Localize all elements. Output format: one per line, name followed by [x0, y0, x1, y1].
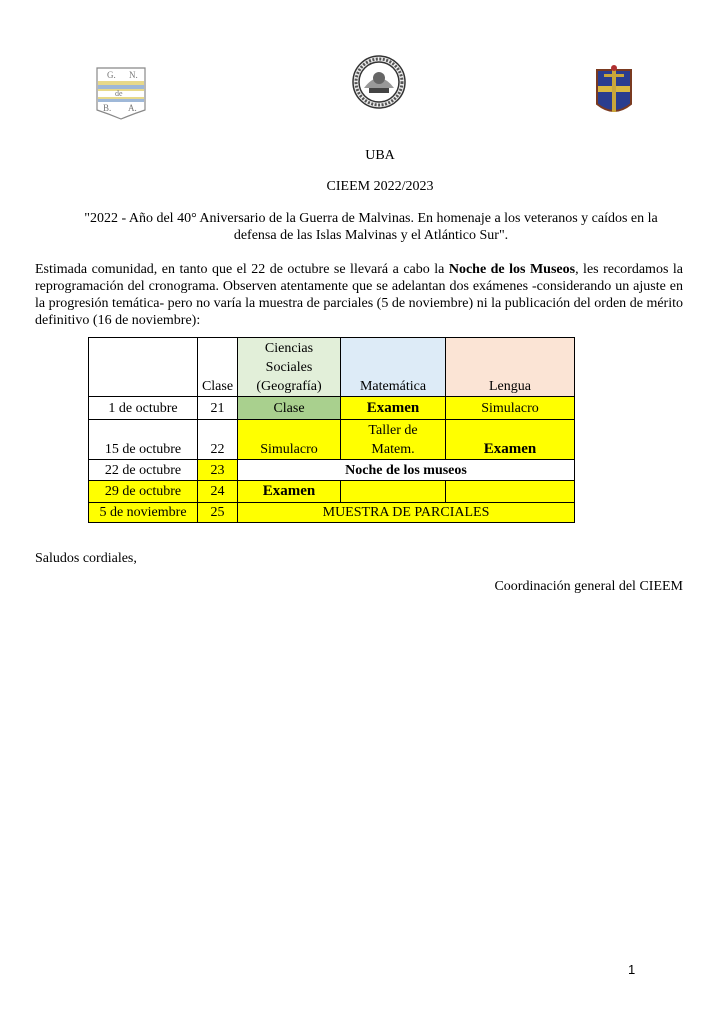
intro-highlight: Noche de los Museos [448, 262, 576, 277]
header-cell-date [89, 338, 198, 397]
header-cell-lengua: Lengua [446, 338, 575, 397]
logo-letter: A. [128, 103, 137, 113]
header-text: Sociales [265, 360, 313, 375]
lengua-cell: Examen [446, 420, 575, 460]
clase-cell: 22 [198, 420, 238, 460]
institution-crest-logo [594, 64, 634, 118]
date-cell: 5 de noviembre [89, 503, 198, 523]
event-span-cell: Noche de los museos [238, 460, 575, 481]
header-cell-clase: Clase [198, 338, 238, 397]
intro-paragraph [35, 261, 683, 329]
ciencias-cell: Clase [238, 397, 341, 420]
school-shield-logo [95, 66, 147, 120]
logo-letter: de [115, 89, 123, 98]
table-row [89, 460, 575, 481]
table-row [89, 481, 575, 503]
clase-cell: 21 [198, 397, 238, 420]
logo-letter: N. [129, 70, 138, 80]
date-cell: 1 de octubre [89, 397, 198, 420]
schedule-table [88, 337, 575, 523]
matematica-cell [341, 481, 446, 503]
logo-letter: G. [107, 70, 116, 80]
matematica-cell [341, 420, 446, 460]
clase-cell: 25 [198, 503, 238, 523]
date-cell: 29 de octubre [89, 481, 198, 503]
ciencias-cell: Simulacro [238, 420, 341, 460]
cell-text: Matem. [371, 442, 415, 457]
motto-text: "2022 - Año del 40° Aniversario de la Guerra de Malvinas. En homenaje a los veteranos y caídos en la defensa de las Islas Malvinas y el Atlántico Sur". [84, 211, 658, 243]
page-number: 1 [628, 962, 636, 977]
cell-text: Taller de [368, 423, 418, 438]
header-text: (Geografía) [256, 379, 322, 394]
table-row [89, 420, 575, 460]
logo-letter: B. [103, 103, 112, 113]
header-text: Ciencias [264, 341, 314, 356]
matematica-cell: Examen [341, 397, 446, 420]
document-subtitle: CIEEM 2022/2023 [326, 179, 434, 194]
university-seal-logo [350, 54, 408, 110]
clase-cell: 24 [198, 481, 238, 503]
signature-text: Coordinación general del CIEEM [494, 579, 683, 594]
intro-text: , les recordamos la reprogramación del cronograma. Observen atentamente que se adelantan dos exámenes -considerando un ajuste en la progresión temática- pero no varía la muestra de parciales (5 de noviembre) ni la publicación del orden de mérito definitivo (16 de noviembre): [35, 262, 683, 328]
document-title: UBA [365, 148, 395, 163]
ciencias-cell: Examen [238, 481, 341, 503]
date-cell: 15 de octubre [89, 420, 198, 460]
header-cell-matematica: Matemática [341, 338, 446, 397]
lengua-cell: Simulacro [446, 397, 575, 420]
date-cell: 22 de octubre [89, 460, 198, 481]
intro-text: Estimada comunidad, en tanto que el 22 de octubre se llevará a cabo la [35, 262, 449, 277]
lengua-cell [446, 481, 575, 503]
table-row [89, 397, 575, 420]
event-span-cell: MUESTRA DE PARCIALES [238, 503, 575, 523]
clase-cell: 23 [198, 460, 238, 481]
table-header-row [89, 338, 575, 397]
closing-text: Saludos cordiales, [35, 551, 137, 566]
header-cell-ciencias [238, 338, 341, 397]
table-row [89, 503, 575, 523]
